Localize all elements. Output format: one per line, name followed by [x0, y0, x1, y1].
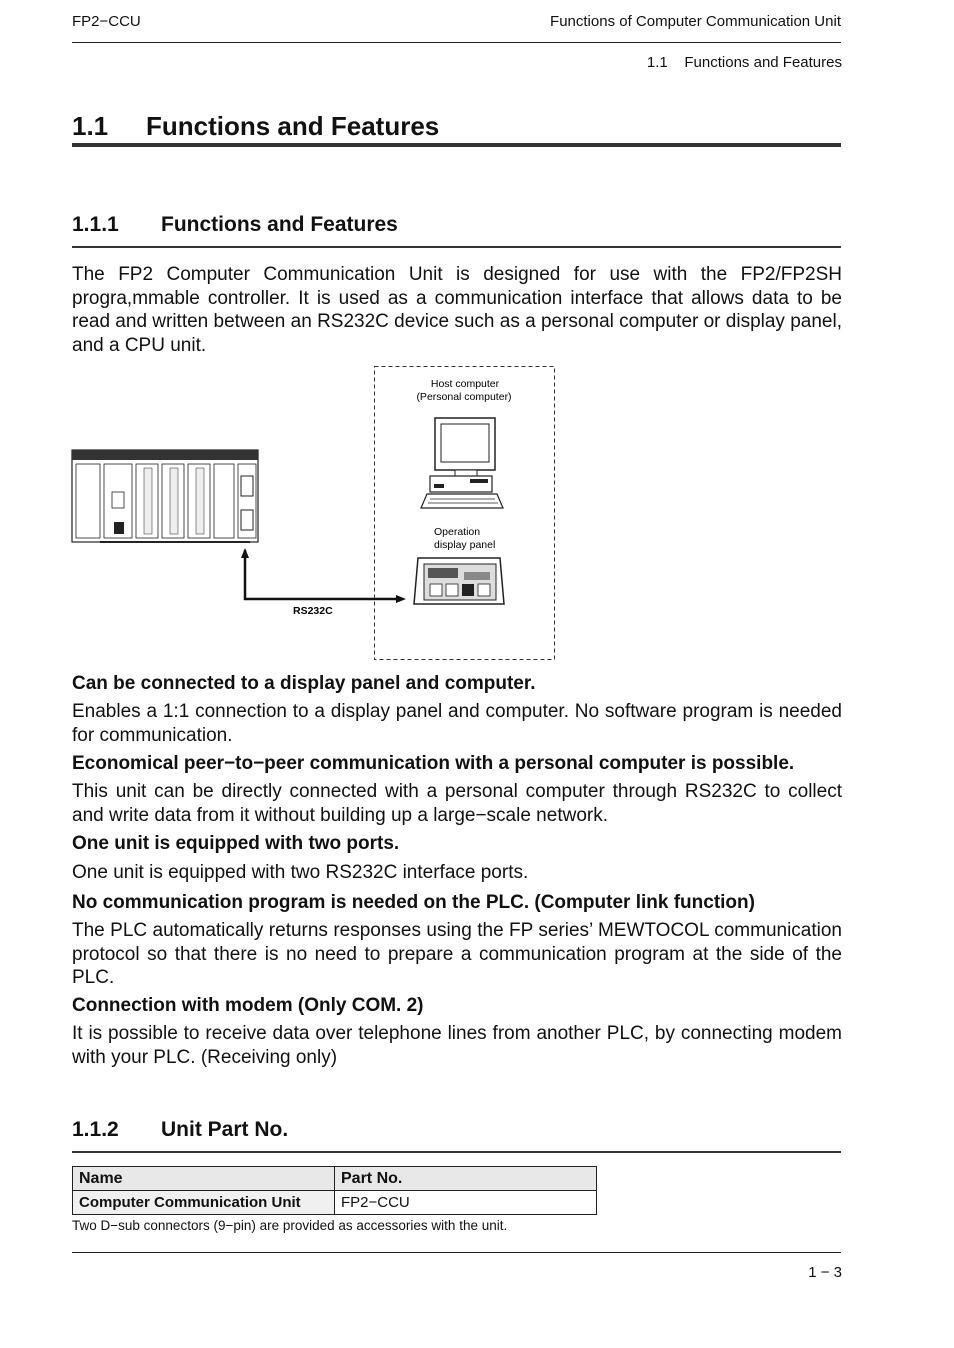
display-panel-icon: [414, 558, 504, 604]
header-product: FP2−CCU: [72, 13, 141, 30]
cell-name: Computer Communication Unit: [73, 1191, 335, 1215]
header-section: 1.1 Functions and Features: [646, 54, 842, 71]
device-boundary: [375, 367, 555, 660]
feature-body: This unit can be directly connected with a personal computer through RS232C to collect and write data from it without building up a large−scale network.: [72, 781, 842, 826]
panel-label-line1: Operation: [434, 526, 481, 538]
table-header-row: [73, 1167, 597, 1191]
header-divider: [72, 42, 841, 43]
arrow-right-icon: [396, 595, 406, 603]
part-number-table: [72, 1166, 597, 1215]
panel-label-line2: display panel: [434, 539, 496, 551]
page-number: 1 − 3: [808, 1264, 842, 1281]
column-header-part-no: Part No.: [335, 1167, 597, 1191]
rs232c-cable: [245, 550, 398, 599]
host-label-line1: Host computer: [430, 378, 500, 390]
plc-rack-icon: [72, 450, 258, 542]
page-title-number: 1.1: [72, 111, 109, 141]
feature-heading: Can be connected to a display panel and computer.: [72, 673, 536, 694]
section-heading-1-1-1: [72, 213, 398, 237]
section-number: 1.1.2: [72, 1118, 119, 1141]
rs232c-label: RS232C: [293, 605, 333, 617]
section-divider: [72, 246, 841, 248]
feature-heading: One unit is equipped with two ports.: [72, 833, 400, 854]
feature-body: It is possible to receive data over telephone lines from another PLC, by connecting modem with your PLC. (Receiving only): [72, 1023, 842, 1068]
personal-computer-icon: [421, 418, 503, 508]
arrow-up-icon: [241, 548, 249, 558]
column-header-name: Name: [73, 1167, 335, 1191]
feature-body: One unit is equipped with two RS232C interface ports.: [72, 862, 529, 883]
host-label-line2: (Personal computer): [416, 391, 512, 403]
feature-body: Enables a 1:1 connection to a display panel and computer. No software program is needed for communication.: [72, 701, 842, 746]
section-title: Functions and Features: [161, 213, 398, 236]
cell-part-no: FP2−CCU: [335, 1191, 597, 1215]
section-heading-1-1-2: [72, 1118, 288, 1142]
feature-heading: Connection with modem (Only COM. 2): [72, 995, 424, 1016]
intro-paragraph: The FP2 Computer Communication Unit is designed for use with the FP2/FP2SH progra,mmable controller. It is used as a communication interface that allows data to be read and written between an RS232C device such as a personal computer or display panel, and a CPU unit.: [72, 264, 842, 356]
section-number: 1.1.1: [72, 213, 119, 236]
page-title: [72, 111, 439, 142]
feature-body: The PLC automatically returns responses using the FP series’ MEWTOCOL communication protocol so that there is no need to prepare a communication program at the side of the PLC.: [72, 920, 842, 988]
header-chapter-title: Functions of Computer Communication Unit: [550, 13, 841, 30]
section-title: Unit Part No.: [161, 1118, 289, 1141]
page-title-text: Functions and Features: [146, 111, 440, 141]
accessory-note: Two D−sub connectors (9−pin) are provided as accessories with the unit.: [72, 1218, 508, 1233]
title-divider: [72, 143, 841, 147]
feature-heading: No communication program is needed on the PLC. (Computer link function): [72, 892, 755, 913]
section-divider: [72, 1151, 841, 1153]
table-row: [73, 1191, 597, 1215]
footer-divider: [72, 1252, 841, 1253]
feature-heading: Economical peer−to−peer communication with a personal computer is possible.: [72, 753, 795, 774]
connection-diagram: [60, 362, 560, 662]
